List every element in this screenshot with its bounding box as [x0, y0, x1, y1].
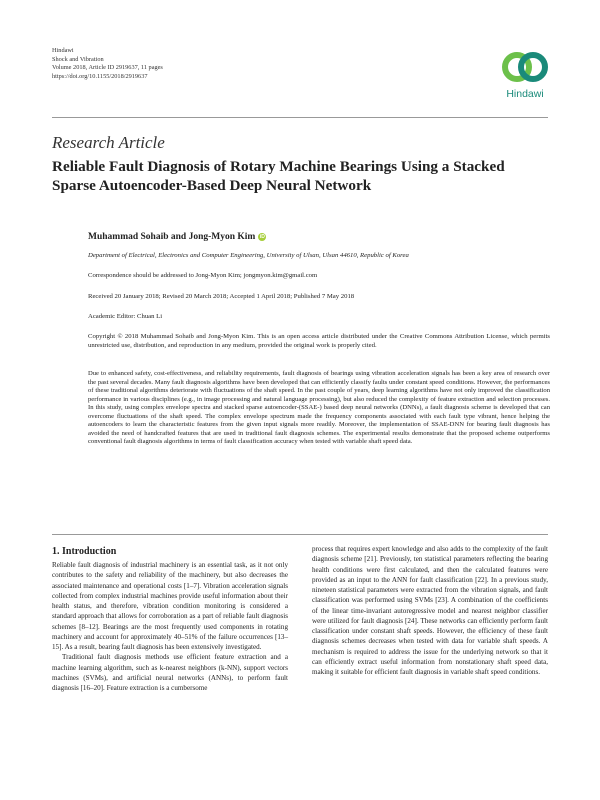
abstract: Due to enhanced safety, cost-effectiveness, and reliability requirements, fault diagnosis of bearings using vibration acceleration signals has been a key area of research over the past several decades. Many fault diagnosis algorithms have been developed that can efficiently classify faults under constant speed conditions. However, the performances of these traditional algorithms deteriorate with fluctuations of the shaft speed. In the past couple of years, deep learning algorithms have not only improved the classification performance in various disciplines (e.g., in image processing and natural language processing), but also reduced the complexity of feature extraction and selection processes. In this study, using complex envelope spectra and stacked sparse autoencoder-(SSAE-) based deep neural networks (DNNs), a fault diagnosis scheme is developed that can overcome fluctuations of the shaft speed. The complex envelope spectrum made the frequency components associated with each fault type vibrant, hence helping the autoencoders to learn the characteristic features from the given input signals more readily. Moreover, the implementation of SSAE-DNN for bearing fault diagnosis has avoided the need of handcrafted features that are used in traditional fault diagnosis schemes. The experimental results demonstrate that the proposed scheme outperforms conventional fault diagnosis algorithms in terms of fault classification accuracy when tested with variable shaft speed data.	[88, 370, 550, 446]
left-column	[52, 560, 288, 693]
right-column	[312, 544, 548, 677]
header-divider	[52, 117, 548, 118]
copyright-notice: Copyright © 2018 Muhammad Sohaib and Jong-Myon Kim. This is an open access article distributed under the Creative Commons Attribution License, which permits unrestricted use, distribution, and reproduction in any medium, provided the original work is properly cited.	[88, 333, 550, 349]
volume-info: Volume 2018, Article ID 2919637, 11 pages	[52, 64, 163, 72]
section-divider	[52, 534, 548, 535]
article-title: Reliable Fault Diagnosis of Rotary Machine Bearings Using a Stacked Sparse Autoencoder-Based Deep Neural Network	[52, 158, 505, 194]
author-line	[88, 232, 266, 242]
paragraph: Traditional fault diagnosis methods use efficient feature extraction and a machine learning algorithm, such as k-nearest neighbors (k-NN), support vectors machines (SVMs), and artificial neural networks (ANNs), to perform fault diagnosis [16–20]. Feature extraction is a cumbersome	[52, 653, 288, 692]
paragraph: Reliable fault diagnosis of industrial machinery is an essential task, as it not only contributes to the safety and reliability of the machinery, but also decreases the associated maintenance and operational costs [1–7]. Vibration acceleration signals collected from complex industrial machines provide useful information about their health status, and therefore, vibration condition monitoring is considered a standard approach that allows for corroboration as a part of reliable fault diagnosis schemes [8–12]. Bearings are the most frequently used components in rotating machinery and account for approximately 40–51% of the failure occurrences [13–15]. As a result, bearing fault diagnosis has been extensively investigated.	[52, 561, 288, 651]
authors: Muhammad Sohaib and Jong-Myon Kim	[88, 232, 256, 242]
hindawi-logo	[494, 47, 556, 107]
journal-header	[52, 47, 163, 81]
section-heading: 1. Introduction	[52, 546, 117, 557]
hindawi-logo-icon	[500, 47, 550, 87]
logo-text: Hindawi	[506, 88, 544, 100]
affiliation: Department of Electrical, Electronics and Computer Engineering, University of Ulsan, Ulsan 44610, Republic of Korea	[88, 252, 409, 259]
academic-editor: Academic Editor: Chuan Li	[88, 313, 163, 320]
paragraph: process that requires expert knowledge and also adds to the complexity of the fault diagnosis scheme [21]. Previously, ten statistical parameters reflecting the bearing health conditions were first calculated, and then the calculated features were provided as an input to the ANN for fault classification [22]. In a previous study, nineteen statistical parameters were extracted from the vibration signals, and fault classification was performed using SVMs [23]. A combination of the coefficients of the linear time-invariant autoregressive model and nearest neighbor classifier were utilized for fault diagnosis [24]. These networks can efficiently perform fault classification under constant shaft speeds. However, the efficiency of these fault diagnosis schemes decreases when tested with data for variable shaft speeds. A mechanism is required to address the issue for the underlying network so that it can efficiently extract useful information from nonstationary shaft speed data, making it suitable for efficient fault diagnosis in variable shaft speed conditions.	[312, 545, 548, 676]
doi-link[interactable]: https://doi.org/10.1155/2018/2919637	[52, 72, 148, 80]
article-type: Research Article	[52, 133, 165, 152]
orcid-icon[interactable]: iD	[259, 234, 265, 240]
journal-name: Shock and Vibration	[52, 55, 104, 63]
publisher-name: Hindawi	[52, 47, 74, 54]
correspondence: Correspondence should be addressed to Jong-Myon Kim; jongmyon.kim@gmail.com	[88, 272, 318, 279]
publication-dates: Received 20 January 2018; Revised 20 March 2018; Accepted 1 April 2018; Published 7 May 2018	[88, 293, 355, 300]
